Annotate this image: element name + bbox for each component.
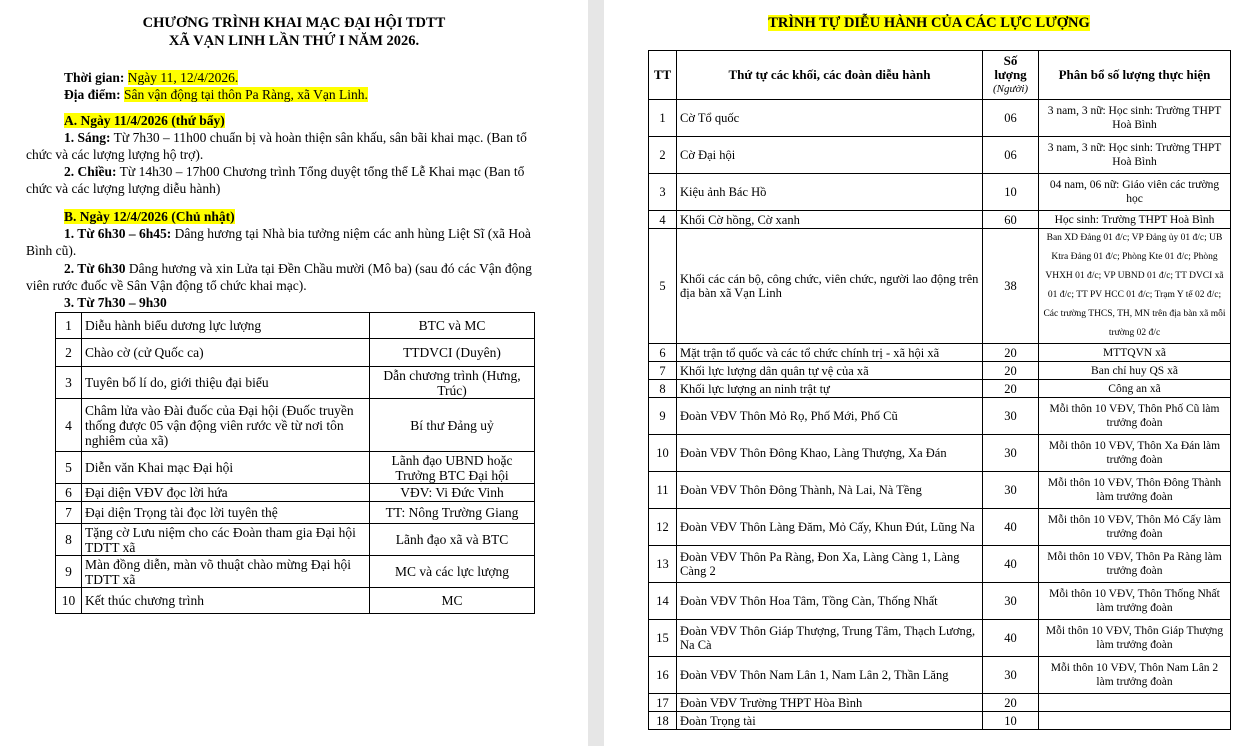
- time-line: Thời gian: Ngày 11, 12/4/2026.: [64, 70, 239, 85]
- program-responsible: MC: [370, 588, 535, 614]
- row-tt: 3: [649, 174, 677, 211]
- row-name: Đoàn VĐV Thôn Nam Lân 1, Nam Lân 2, Thần Lăng: [677, 657, 983, 694]
- row-name: Đoàn VĐV Thôn Mỏ Rọ, Phố Mới, Phố Cũ: [677, 398, 983, 435]
- table-row: [649, 362, 1231, 380]
- row-tt: 17: [649, 694, 677, 712]
- row-count: 10: [983, 174, 1039, 211]
- table-row: [649, 435, 1231, 472]
- program-item: Châm lửa vào Đài đuốc của Đại hội (Đuốc truyền thống được 05 vận động viên rước về từ nơi tôn nghiêm của xã): [82, 399, 370, 452]
- row-count: 20: [983, 380, 1039, 398]
- header-order: Thứ tự các khối, các đoàn diễu hành: [677, 51, 983, 100]
- table-row: [649, 509, 1231, 546]
- row-name: Cờ Tổ quốc: [677, 100, 983, 137]
- time-value: Ngày 11, 12/4/2026.: [127, 70, 239, 85]
- row-tt: 4: [649, 211, 677, 229]
- program-no: 10: [56, 588, 82, 614]
- program-responsible: BTC và MC: [370, 313, 535, 339]
- row-count: 06: [983, 100, 1039, 137]
- section-a-item1: 1. Sáng: Từ 7h30 – 11h00 chuẩn bị và hoàn thiện sân khấu, sân bãi khai mạc. (Ban tổ chức và các lượng lượng hộ trợ).: [26, 130, 527, 162]
- right-page: [604, 0, 1254, 746]
- table-row: [649, 137, 1231, 174]
- row-name: Khối lực lượng dân quân tự vệ của xã: [677, 362, 983, 380]
- section-b-item1: 1. Từ 6h30 – 6h45: Dâng hương tại Nhà bia tưởng niệm các anh hùng Liệt Sĩ (xã Hoà Bình cũ).: [26, 226, 531, 258]
- row-name: Đoàn VĐV Thôn Pa Ràng, Đon Xa, Làng Càng 1, Làng Càng 2: [677, 546, 983, 583]
- row-tt: 15: [649, 620, 677, 657]
- program-no: 8: [56, 524, 82, 556]
- header-allocation: Phân bổ số lượng thực hiện: [1039, 51, 1231, 100]
- program-item: Tặng cờ Lưu niệm cho các Đoàn tham gia Đại hội TDTT xã: [82, 524, 370, 556]
- table-row: [56, 313, 535, 339]
- row-allocation: [1039, 712, 1231, 730]
- row-count: 30: [983, 657, 1039, 694]
- program-responsible: TT: Nông Trường Giang: [370, 502, 535, 524]
- row-allocation: [1039, 694, 1231, 712]
- row-count: 20: [983, 344, 1039, 362]
- row-count: 30: [983, 472, 1039, 509]
- row-name: Khối lực lượng an ninh trật tự: [677, 380, 983, 398]
- row-name: Đoàn VĐV Thôn Đông Khao, Làng Thượng, Xa Đán: [677, 435, 983, 472]
- section-a-item2: 2. Chiều: Từ 14h30 – 17h00 Chương trình Tổng duyệt tổng thể Lễ Khai mạc (Ban tổ chức và các lượng lượng diễu hành): [26, 164, 525, 196]
- row-count: 30: [983, 398, 1039, 435]
- row-name: Đoàn VĐV Thôn Làng Đăm, Mỏ Cấy, Khun Đút, Lũng Na: [677, 509, 983, 546]
- row-allocation: Mỗi thôn 10 VĐV, Thôn Phố Cũ làm trưởng đoàn: [1039, 398, 1231, 435]
- program-no: 2: [56, 339, 82, 367]
- table-row: [56, 367, 535, 399]
- row-tt: 14: [649, 583, 677, 620]
- row-allocation: 3 nam, 3 nữ: Học sinh: Trường THPT Hoà Bình: [1039, 100, 1231, 137]
- header-count: Số lượng (Người): [983, 51, 1039, 100]
- row-allocation: Mỗi thôn 10 VĐV, Thôn Giáp Thượng làm trưởng đoàn: [1039, 620, 1231, 657]
- row-name: Mặt trận tổ quốc và các tổ chức chính trị - xã hội xã: [677, 344, 983, 362]
- row-name: Đoàn VĐV Thôn Giáp Thượng, Trung Tâm, Thạch Lương, Na Cà: [677, 620, 983, 657]
- program-responsible: Bí thư Đảng uỷ: [370, 399, 535, 452]
- row-count: 06: [983, 137, 1039, 174]
- program-title-line1: CHƯƠNG TRÌNH KHAI MẠC ĐẠI HỘI TDTT: [142, 15, 446, 31]
- program-item: Kết thúc chương trình: [82, 588, 370, 614]
- row-name: Đoàn VĐV Trường THPT Hòa Bình: [677, 694, 983, 712]
- row-count: 40: [983, 509, 1039, 546]
- table-row: [56, 452, 535, 484]
- row-tt: 13: [649, 546, 677, 583]
- table-row: [649, 229, 1231, 344]
- table-row: [649, 174, 1231, 211]
- row-allocation: Công an xã: [1039, 380, 1231, 398]
- row-tt: 9: [649, 398, 677, 435]
- row-name: Đoàn VĐV Thôn Hoa Tâm, Tồng Càn, Thống Nhất: [677, 583, 983, 620]
- program-no: 7: [56, 502, 82, 524]
- program-item: Tuyên bố lí do, giới thiệu đại biểu: [82, 367, 370, 399]
- row-allocation: Mỗi thôn 10 VĐV, Thôn Thống Nhất làm trưởng đoàn: [1039, 583, 1231, 620]
- row-name: Khối các cán bộ, công chức, viên chức, người lao động trên địa bàn xã Vạn Linh: [677, 229, 983, 344]
- row-name: Khối Cờ hồng, Cờ xanh: [677, 211, 983, 229]
- row-count: 38: [983, 229, 1039, 344]
- program-responsible: MC và các lực lượng: [370, 556, 535, 588]
- row-count: 20: [983, 362, 1039, 380]
- program-responsible: Dẫn chương trình (Hưng, Trúc): [370, 367, 535, 399]
- parade-table: [648, 50, 1231, 730]
- table-row: [649, 211, 1231, 229]
- program-no: 9: [56, 556, 82, 588]
- program-item: Diễn văn Khai mạc Đại hội: [82, 452, 370, 484]
- program-item: Đại diện VĐV đọc lời hứa: [82, 484, 370, 502]
- program-responsible: Lãnh đạo UBND hoặc Trưởng BTC Đại hội: [370, 452, 535, 484]
- program-responsible: TTDVCI (Duyên): [370, 339, 535, 367]
- table-row: [649, 583, 1231, 620]
- table-row: [649, 398, 1231, 435]
- place-line: Địa điểm: Sân vận động tại thôn Pa Ràng, xã Vạn Linh.: [64, 87, 368, 102]
- row-name: Đoàn Trọng tài: [677, 712, 983, 730]
- row-tt: 16: [649, 657, 677, 694]
- program-no: 4: [56, 399, 82, 452]
- table-row: [649, 620, 1231, 657]
- table-row: [649, 344, 1231, 362]
- program-table: [55, 312, 535, 614]
- table-row: [56, 556, 535, 588]
- row-name: Đoàn VĐV Thôn Đông Thành, Nà Lai, Nà Tềng: [677, 472, 983, 509]
- row-allocation: 04 nam, 06 nữ: Giáo viên các trường học: [1039, 174, 1231, 211]
- section-b-item2: 2. Từ 6h30 Dâng hương và xin Lửa tại Đền Chầu mười (Mô ba) (sau đó các Vận động viên rước đuốc về Sân Vận động tổ chức khai mạc).: [26, 261, 532, 293]
- program-no: 5: [56, 452, 82, 484]
- program-title-line2: XÃ VẠN LINH LẦN THỨ I NĂM 2026.: [168, 33, 420, 49]
- row-tt: 12: [649, 509, 677, 546]
- table-row: [56, 339, 535, 367]
- program-responsible: Lãnh đạo xã và BTC: [370, 524, 535, 556]
- table-row: [56, 484, 535, 502]
- program-item: Diễu hành biểu dương lực lượng: [82, 313, 370, 339]
- row-tt: 18: [649, 712, 677, 730]
- program-item: Chào cờ (cử Quốc ca): [82, 339, 370, 367]
- row-allocation: Mỗi thôn 10 VĐV, Thôn Xa Đán làm trưởng đoàn: [1039, 435, 1231, 472]
- program-no: 6: [56, 484, 82, 502]
- row-allocation: Mỗi thôn 10 VĐV, Thôn Nam Lân 2 làm trưởng đoàn: [1039, 657, 1231, 694]
- row-tt: 6: [649, 344, 677, 362]
- left-page: [0, 0, 588, 746]
- table-row: [56, 524, 535, 556]
- row-allocation: Học sinh: Trường THPT Hoà Bình: [1039, 211, 1231, 229]
- table-row: [649, 546, 1231, 583]
- program-responsible: VĐV: Vi Đức Vinh: [370, 484, 535, 502]
- row-tt: 11: [649, 472, 677, 509]
- row-tt: 1: [649, 100, 677, 137]
- section-a-heading: A. Ngày 11/4/2026 (thứ bẩy): [64, 113, 225, 128]
- row-name: Cờ Đại hội: [677, 137, 983, 174]
- table-header-row: [649, 51, 1231, 100]
- row-allocation: 3 nam, 3 nữ: Học sinh: Trường THPT Hoà Bình: [1039, 137, 1231, 174]
- table-row: [56, 399, 535, 452]
- row-count: 60: [983, 211, 1039, 229]
- row-tt: 7: [649, 362, 677, 380]
- row-tt: 8: [649, 380, 677, 398]
- header-tt: TT: [649, 51, 677, 100]
- program-item: Màn đồng diễn, màn võ thuật chào mừng Đại hội TDTT xã: [82, 556, 370, 588]
- table-row: [649, 657, 1231, 694]
- program-item: Đại diện Trọng tài đọc lời tuyên thệ: [82, 502, 370, 524]
- row-allocation: Ban XD Đảng 01 đ/c; VP Đảng ủy 01 đ/c; UB Ktra Đảng 01 đ/c; Phòng Kte 01 đ/c; Phòng VHXH 01 đ/c; VP UBND 01 đ/c; TT DVCI xã 01 đ/c; TT PV HCC 01 đ/c; Trạm Y tế 02 đ/c; Các trường THCS, TH, MN trên địa bàn xã mỗi trường 02 đ/c: [1039, 229, 1231, 344]
- table-row: [56, 588, 535, 614]
- row-count: 20: [983, 694, 1039, 712]
- row-tt: 2: [649, 137, 677, 174]
- row-count: 10: [983, 712, 1039, 730]
- table-row: [649, 712, 1231, 730]
- parade-title: TRÌNH TỰ DIỄU HÀNH CỦA CÁC LỰC LƯỢNG: [768, 15, 1090, 31]
- row-count: 40: [983, 546, 1039, 583]
- row-allocation: Mỗi thôn 10 VĐV, Thôn Mỏ Cấy làm trưởng đoàn: [1039, 509, 1231, 546]
- row-tt: 10: [649, 435, 677, 472]
- section-b-item3: 3. Từ 7h30 – 9h30: [64, 295, 167, 310]
- program-no: 1: [56, 313, 82, 339]
- table-row: [649, 472, 1231, 509]
- row-allocation: Ban chỉ huy QS xã: [1039, 362, 1231, 380]
- row-count: 30: [983, 583, 1039, 620]
- row-allocation: Mỗi thôn 10 VĐV, Thôn Đông Thành làm trưởng đoàn: [1039, 472, 1231, 509]
- table-row: [649, 380, 1231, 398]
- row-tt: 5: [649, 229, 677, 344]
- row-count: 40: [983, 620, 1039, 657]
- table-row: [56, 502, 535, 524]
- row-allocation: Mỗi thôn 10 VĐV, Thôn Pa Ràng làm trưởng đoàn: [1039, 546, 1231, 583]
- section-b-heading: B. Ngày 12/4/2026 (Chủ nhật): [64, 209, 235, 224]
- table-row: [649, 694, 1231, 712]
- place-value: Sân vận động tại thôn Pa Ràng, xã Vạn Linh.: [124, 87, 368, 102]
- table-row: [649, 100, 1231, 137]
- row-allocation: MTTQVN xã: [1039, 344, 1231, 362]
- row-count: 30: [983, 435, 1039, 472]
- program-no: 3: [56, 367, 82, 399]
- row-name: Kiệu ảnh Bác Hồ: [677, 174, 983, 211]
